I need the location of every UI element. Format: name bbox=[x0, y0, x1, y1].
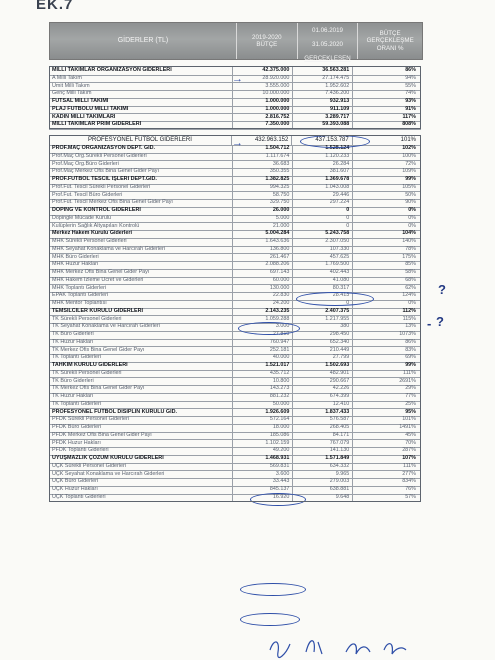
row-budget: 50.000 bbox=[233, 401, 293, 409]
row-label: MHK Toplantı Giderleri bbox=[49, 285, 233, 293]
row-budget: 1.000.000 bbox=[233, 106, 293, 114]
row-ratio: 55% bbox=[405, 82, 416, 89]
row-label: TK Toplantı Giderleri bbox=[49, 354, 233, 362]
row-ratio: 99% bbox=[405, 176, 416, 182]
question-mark-annotation: ? bbox=[438, 282, 446, 297]
row-actual: 634.332 bbox=[293, 463, 353, 471]
row-budget: 1.102.159 bbox=[233, 440, 293, 448]
row-label: MİLLİ TAKIMLAR PRİM GİDERLERİ bbox=[49, 121, 233, 129]
row-budget: 10.000.000 bbox=[233, 90, 293, 98]
row-actual: 457.625 bbox=[293, 254, 353, 262]
row-label: Kulüplerin Sağlık Altyapıları Kontrolü bbox=[49, 223, 233, 231]
row-label: UÇK Büro Giderleri bbox=[49, 478, 233, 486]
row-budget: 33.443 bbox=[233, 478, 293, 486]
row-budget: 60.000 bbox=[233, 277, 293, 285]
row-budget: 7.350.000 bbox=[233, 121, 293, 129]
row-label: Prof.Fut. Tescil Sürekli Personel Giderleri bbox=[49, 184, 233, 192]
row-budget: 1.643.636 bbox=[233, 238, 293, 246]
row-label: PFDK Huzur Hakları bbox=[49, 440, 233, 448]
row-actual: 437.153.787 bbox=[292, 136, 352, 145]
row-actual: 402.443 bbox=[293, 269, 353, 277]
row-actual: 2.307.050 bbox=[293, 238, 353, 246]
row-budget: 1.382.825 bbox=[233, 176, 293, 184]
row-actual: 1.571.849 bbox=[293, 455, 353, 463]
row-label: Prof.Fut. Tescil Merkez Ofis Bina Genel Gider Payı bbox=[49, 199, 233, 207]
row-actual: 279.003 bbox=[293, 478, 353, 486]
row-actual: 7.436.200 bbox=[293, 90, 353, 98]
row-label: MHK Merkez Ofis Bina Genel Gider Payı bbox=[49, 269, 233, 277]
row-ratio: 0% bbox=[408, 214, 416, 221]
row-label: TK Toplantı Giderleri bbox=[49, 401, 233, 409]
row-ratio: 93% bbox=[405, 98, 416, 104]
row-budget: 329.750 bbox=[233, 199, 293, 207]
row-label: MHK Hakem İzleme Ücret ve Giderleri bbox=[49, 277, 233, 285]
table-row bbox=[49, 494, 421, 503]
row-ratio: 50% bbox=[405, 191, 416, 198]
pen-circle-annotation bbox=[250, 493, 306, 506]
row-label: TK Merkez Ofis Bina Genel Gider Payı bbox=[49, 385, 233, 393]
row-actual: 576.587 bbox=[293, 416, 353, 424]
row-ratio: 86% bbox=[405, 67, 416, 73]
question-mark-annotation: ? bbox=[436, 314, 444, 329]
row-label: PROF.MAÇ ORGANİZASYON DEPT. GİD. bbox=[49, 145, 233, 153]
pen-circle-annotation bbox=[300, 135, 370, 148]
header-item: GİDERLER (TL) bbox=[50, 23, 237, 59]
row-budget: 1.000.000 bbox=[233, 98, 293, 106]
row-budget: 5.004.284 bbox=[233, 230, 293, 238]
row-ratio: 83% bbox=[405, 346, 416, 353]
row-budget: 432.963.152 bbox=[232, 136, 292, 145]
row-ratio: 0% bbox=[408, 222, 416, 229]
row-actual: 26.284 bbox=[293, 161, 353, 169]
row-actual: 141.130 bbox=[293, 447, 353, 455]
row-ratio: 111% bbox=[402, 462, 416, 469]
row-label: Ümit Milli Takım bbox=[49, 83, 233, 91]
row-label: UÇK Huzur Hakları bbox=[49, 486, 233, 494]
row-actual: 41.080 bbox=[293, 277, 353, 285]
row-label: UÇK Seyahat Konaklama ve Harcırah Giderleri bbox=[49, 471, 233, 479]
row-actual: 107.330 bbox=[293, 246, 353, 254]
row-label: FUTSAL MİLLİ TAKIMI bbox=[49, 98, 233, 106]
row-ratio: 101% bbox=[400, 137, 417, 143]
row-ratio: 287% bbox=[402, 447, 416, 454]
row-ratio: 124% bbox=[402, 292, 416, 299]
row-ratio: 85% bbox=[405, 261, 416, 268]
row-label: TEMSİLCİLER KURULU GİDERLERİ bbox=[49, 308, 233, 316]
row-budget: 435.712 bbox=[233, 370, 293, 378]
row-ratio: 277% bbox=[402, 470, 416, 477]
row-budget: 18.000 bbox=[233, 424, 293, 432]
row-ratio: 86% bbox=[405, 338, 416, 345]
row-label: TK Seyahat Konaklama ve Harcırah Giderleri bbox=[49, 323, 233, 331]
row-budget: 16.920 bbox=[233, 494, 293, 502]
header-budget: 2019-2020 BÜTÇE bbox=[237, 23, 298, 59]
table-row bbox=[49, 121, 421, 130]
row-ratio: 95% bbox=[405, 408, 416, 415]
row-label: Merkez Hakem Kurulu Giderleri bbox=[49, 230, 233, 238]
row-label: Prof.Maç Merkez Ofis Bina Genel Gider Payı bbox=[49, 168, 233, 176]
row-budget: 760.947 bbox=[233, 339, 293, 347]
row-budget: 1.059.288 bbox=[233, 316, 293, 324]
row-budget: 3.600 bbox=[233, 471, 293, 479]
row-budget: 845.137 bbox=[233, 486, 293, 494]
row-actual: 638.881 bbox=[293, 486, 353, 494]
row-label: PFDK Toplantı Giderleri bbox=[49, 447, 233, 455]
header-actual-start: 01.06.2019 bbox=[312, 26, 343, 34]
row-ratio: 109% bbox=[402, 168, 416, 175]
row-ratio: 72% bbox=[405, 160, 416, 167]
row-actual: 290.667 bbox=[293, 378, 353, 386]
row-actual: 482.901 bbox=[293, 370, 353, 378]
row-ratio: 175% bbox=[402, 253, 416, 260]
row-ratio: 111% bbox=[402, 369, 416, 376]
annex-label: EK.7 bbox=[36, 0, 74, 13]
row-ratio: 104% bbox=[402, 230, 416, 237]
row-actual: 0 bbox=[293, 207, 353, 215]
row-actual: 80.317 bbox=[293, 285, 353, 293]
row-budget: 994.325 bbox=[233, 184, 293, 192]
row-actual: 1.528.124 bbox=[293, 145, 353, 153]
row-actual: 1.043.008 bbox=[293, 184, 353, 192]
row-budget: 3.555.000 bbox=[233, 83, 293, 91]
row-ratio: 1073% bbox=[399, 331, 416, 337]
row-actual: 2.407.375 bbox=[293, 308, 353, 316]
row-label: MHK Mentor Toplantısı bbox=[49, 300, 233, 308]
row-ratio: 45% bbox=[405, 431, 416, 438]
row-label: TK Büro Giderleri bbox=[49, 378, 233, 386]
row-actual: 28.413 bbox=[293, 292, 353, 300]
row-label: TK Büro Giderleri bbox=[49, 331, 233, 339]
row-label: PLAJ FUTBOLU MİLLİ TAKIMI bbox=[49, 106, 233, 114]
row-budget: 22.830 bbox=[233, 292, 293, 300]
row-ratio: 94% bbox=[405, 74, 416, 81]
row-label: DOPİNG VE KONTROL GİDERLERİ bbox=[49, 207, 233, 215]
row-actual: 268.405 bbox=[293, 424, 353, 432]
row-budget: 27.819 bbox=[233, 331, 293, 339]
row-budget: 21.000 bbox=[233, 223, 293, 231]
row-label: MİLLİ TAKIMLAR ORGANİZASYON GİDERLERİ bbox=[49, 67, 233, 75]
row-budget: 24.200 bbox=[233, 300, 293, 308]
row-actual: 767.079 bbox=[293, 440, 353, 448]
row-budget: 1.117.674 bbox=[233, 153, 293, 161]
row-ratio: 57% bbox=[405, 493, 416, 500]
row-budget: 143.273 bbox=[233, 385, 293, 393]
header-actual bbox=[298, 23, 359, 63]
row-label: A Milli Takım bbox=[49, 75, 233, 83]
row-budget: 26.000 bbox=[233, 207, 293, 215]
row-ratio: 102% bbox=[402, 145, 416, 151]
row-actual: 1.952.602 bbox=[293, 83, 353, 91]
row-ratio: 13% bbox=[405, 323, 416, 330]
row-budget: 569.831 bbox=[233, 463, 293, 471]
row-ratio: 140% bbox=[402, 238, 416, 244]
row-ratio: 1491% bbox=[399, 424, 416, 430]
row-actual: 674.399 bbox=[293, 393, 353, 401]
row-actual: 932.913 bbox=[293, 98, 353, 106]
row-actual: 381.607 bbox=[293, 168, 353, 176]
row-budget: 49.200 bbox=[233, 447, 293, 455]
row-label: MHK Büro Giderleri bbox=[49, 254, 233, 262]
row-ratio: 808% bbox=[402, 121, 416, 128]
row-ratio: 69% bbox=[405, 354, 416, 361]
row-budget: 881.232 bbox=[233, 393, 293, 401]
row-actual: 36.563.281 bbox=[293, 67, 353, 75]
row-actual: 1.120.233 bbox=[293, 153, 353, 161]
row-budget: 2.143.235 bbox=[233, 308, 293, 316]
row-label: Dopingle Mücade Kurulu bbox=[49, 215, 233, 223]
row-actual: 380 bbox=[293, 323, 353, 331]
header-ratio: BÜTÇE GERÇEKLEŞME ORANI % bbox=[366, 30, 414, 52]
row-label: EPAK Toplantı Giderleri bbox=[49, 292, 233, 300]
header-actual-title: GERÇEKLEŞEN bbox=[304, 55, 351, 63]
row-budget: 1.504.712 bbox=[233, 145, 293, 153]
row-budget: 697.143 bbox=[233, 269, 293, 277]
row-label: PFDK Büro Giderleri bbox=[49, 424, 233, 432]
row-ratio: 77% bbox=[405, 393, 416, 399]
row-label: PROF.FUTBOL TESCİL İŞLERİ DEPT.GİD. bbox=[49, 176, 233, 184]
arrow-icon: → bbox=[232, 137, 243, 149]
row-label: MHK Sürekli Personel Giderleri bbox=[49, 238, 233, 246]
row-label: TK Sürekli Personel Giderleri bbox=[49, 316, 233, 324]
row-actual: 0 bbox=[293, 223, 353, 231]
row-label: MHK Seyahat Konaklama ve Harcırah Giderleri bbox=[49, 246, 233, 254]
row-actual: 1.837.433 bbox=[293, 409, 353, 417]
row-budget: 58.750 bbox=[233, 192, 293, 200]
row-actual: 1.369.678 bbox=[293, 176, 353, 184]
pen-circle-annotation bbox=[238, 322, 300, 335]
row-ratio: 78% bbox=[405, 245, 416, 252]
row-actual: 1.217.955 bbox=[293, 316, 353, 324]
row-actual: 5.243.758 bbox=[293, 230, 353, 238]
row-budget: 261.467 bbox=[233, 254, 293, 262]
row-actual: 9.648 bbox=[293, 494, 353, 502]
row-ratio: 91% bbox=[405, 105, 416, 112]
row-actual: 0 bbox=[293, 215, 353, 223]
row-budget: 40.000 bbox=[233, 354, 293, 362]
row-budget: 2.816.752 bbox=[233, 114, 293, 122]
dash-annotation: - bbox=[427, 316, 432, 331]
row-budget: 10.800 bbox=[233, 378, 293, 386]
pen-circle-annotation bbox=[296, 292, 374, 306]
row-actual: 3.289.717 bbox=[293, 114, 353, 122]
row-budget: 350.355 bbox=[233, 168, 293, 176]
row-actual: 1.769.500 bbox=[293, 261, 353, 269]
row-ratio: 90% bbox=[405, 199, 416, 206]
row-ratio: 107% bbox=[402, 455, 416, 461]
row-actual: 12.410 bbox=[293, 401, 353, 409]
row-ratio: 115% bbox=[402, 315, 416, 322]
row-ratio: 834% bbox=[402, 478, 416, 485]
row-label: UYUŞMAZLIK ÇÖZÜM KURULU GİDERLERİ bbox=[49, 455, 233, 463]
row-ratio: 99% bbox=[405, 362, 416, 368]
row-budget: 2.088.206 bbox=[233, 261, 293, 269]
row-actual: 911.109 bbox=[293, 106, 353, 114]
row-ratio: 70% bbox=[405, 439, 416, 446]
row-budget: 572.164 bbox=[233, 416, 293, 424]
row-label: TK Huzur Hakları bbox=[49, 339, 233, 347]
row-label: UÇK Sürekli Personel Giderleri bbox=[49, 463, 233, 471]
row-ratio: 76% bbox=[405, 486, 416, 492]
row-ratio: 25% bbox=[405, 400, 416, 407]
pen-circle-annotation bbox=[240, 583, 306, 596]
row-ratio: 29% bbox=[405, 385, 416, 392]
table-header bbox=[49, 22, 423, 63]
row-actual: 297.224 bbox=[293, 199, 353, 207]
row-actual: 0 bbox=[293, 300, 353, 308]
row-actual: 59.393.088 bbox=[293, 121, 353, 129]
row-ratio: 117% bbox=[402, 113, 416, 120]
row-label: Genç Milli Takım bbox=[49, 90, 233, 98]
row-budget: 130.000 bbox=[233, 285, 293, 293]
row-label: TK Huzur Hakları bbox=[49, 393, 233, 401]
row-label: TK Merkez Ofis Bina Genel Gider Payı bbox=[49, 347, 233, 355]
row-label: PROFESYONEL FUTBOL DİSİPLİN KURULU GİD. bbox=[49, 409, 233, 417]
row-label: TK Sürekli Personel Giderleri bbox=[49, 370, 233, 378]
row-label: Prof.Fut. Tescil Büro Giderleri bbox=[49, 192, 233, 200]
row-actual: 84.171 bbox=[293, 432, 353, 440]
row-ratio: 2691% bbox=[399, 377, 416, 384]
row-label: TAHKİM KURULU GİDERLERİ bbox=[49, 362, 233, 370]
row-budget: 185.086 bbox=[233, 432, 293, 440]
row-budget: 1.926.609 bbox=[233, 409, 293, 417]
row-actual: 42.226 bbox=[293, 385, 353, 393]
row-label: KADIN MİLLİ TAKIMLARI bbox=[49, 114, 233, 122]
row-budget: 28.920.000 bbox=[233, 75, 293, 83]
row-ratio: 0% bbox=[408, 300, 416, 306]
row-budget: 1.468.931 bbox=[233, 455, 293, 463]
arrow-icon: → bbox=[232, 73, 243, 85]
row-actual: 9.965 bbox=[293, 471, 353, 479]
row-actual: 652.340 bbox=[293, 339, 353, 347]
row-ratio: 62% bbox=[405, 284, 416, 291]
row-budget: 136.800 bbox=[233, 246, 293, 254]
row-label: PFDK Merkez Ofis Bina Genel Gider Payı bbox=[49, 432, 233, 440]
row-budget: 42.375.000 bbox=[233, 67, 293, 75]
row-budget: 5.000 bbox=[233, 215, 293, 223]
row-label: PFDK Sürekli Personel Giderleri bbox=[49, 416, 233, 424]
row-label: PROFESYONEL FUTBOL GİDERLERİ bbox=[49, 136, 232, 145]
row-label: MHK Huzur Hakları bbox=[49, 261, 233, 269]
row-ratio: 105% bbox=[402, 183, 416, 190]
row-actual: 1.502.693 bbox=[293, 362, 353, 370]
row-ratio: 58% bbox=[405, 269, 416, 275]
row-ratio: 112% bbox=[402, 307, 416, 314]
row-budget: 36.683 bbox=[233, 161, 293, 169]
row-ratio: 0% bbox=[408, 207, 416, 213]
row-label: UÇK Toplantı Giderleri bbox=[49, 494, 233, 502]
row-label: Prof.Maç Org.Sürekli Personel Giderleri bbox=[49, 153, 233, 161]
row-ratio: 74% bbox=[405, 90, 416, 97]
row-actual: 210.449 bbox=[293, 347, 353, 355]
row-ratio: 68% bbox=[405, 276, 416, 283]
row-ratio: 100% bbox=[402, 152, 416, 159]
row-actual: 29.446 bbox=[293, 192, 353, 200]
signatures-image bbox=[260, 632, 410, 660]
row-budget: 252.181 bbox=[233, 347, 293, 355]
row-budget: 1.521.017 bbox=[233, 362, 293, 370]
row-actual: 27.799 bbox=[293, 354, 353, 362]
row-actual: 27.174.475 bbox=[293, 75, 353, 83]
header-actual-end: 31.05.2020 bbox=[312, 41, 343, 48]
row-label: Prof.Maç Org.Büro Giderleri bbox=[49, 161, 233, 169]
row-actual: 298.450 bbox=[293, 331, 353, 339]
pen-circle-annotation bbox=[240, 613, 300, 626]
row-budget: 3.000 bbox=[233, 323, 293, 331]
row-ratio: 101% bbox=[402, 416, 416, 423]
